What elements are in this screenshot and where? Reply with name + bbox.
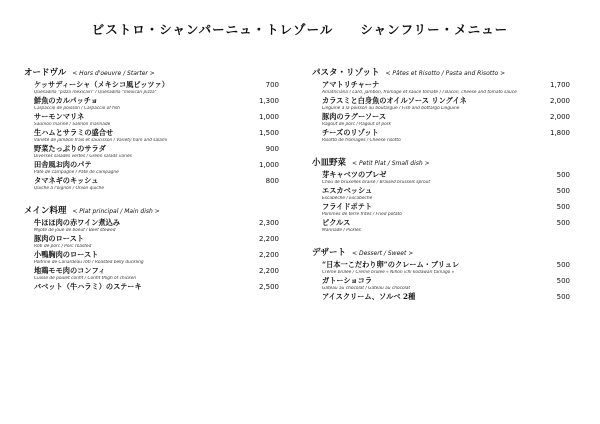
item-price: 1,500 xyxy=(258,129,279,137)
menu-item xyxy=(322,112,570,128)
item-name: アイスクリーム、ソルベ 2種 xyxy=(322,292,416,301)
item-name: 豚肉のロースト xyxy=(34,234,84,243)
item-price: 2,200 xyxy=(258,251,279,259)
item-name: アマトリチャーナ xyxy=(322,80,380,89)
item-price: 2,300 xyxy=(258,219,279,227)
section-title: パスタ・リゾット xyxy=(312,68,380,78)
section-subtitle: < Dessert / Sweet > xyxy=(352,250,414,257)
section-subtitle: < Petit Plat / Small dish > xyxy=(352,160,430,167)
item-price: 1,800 xyxy=(549,129,570,137)
menu-item xyxy=(34,80,279,96)
menu-item xyxy=(34,266,279,282)
item-name: カラスミと白身魚のオイルソース リングイネ xyxy=(322,96,467,105)
menu-item xyxy=(322,186,570,202)
item-description: Gâteau au chocolat / Gateau au chocolat xyxy=(322,286,411,291)
item-price: 1,000 xyxy=(258,161,279,169)
menu-item xyxy=(34,282,279,292)
item-price: 1,000 xyxy=(258,113,279,121)
menu-item xyxy=(322,96,570,112)
item-name: エスカベッシュ xyxy=(322,186,373,195)
left-column xyxy=(24,66,279,292)
item-price: 500 xyxy=(556,261,570,269)
section-subtitle: < Plat principal / Main dish > xyxy=(72,208,160,215)
section-title: オードヴル xyxy=(24,68,67,78)
item-name: 芽キャベツのブレゼ xyxy=(322,170,387,179)
section-heading xyxy=(24,66,279,80)
item-price: 800 xyxy=(265,177,279,185)
item-name: フライドポテト xyxy=(322,202,373,211)
menu-item xyxy=(322,202,570,218)
menu-item xyxy=(322,276,570,292)
menu-item xyxy=(34,218,279,234)
item-description: Chou de bruxelles braisé / Braised brussels sprout xyxy=(322,180,431,185)
menu-item xyxy=(322,218,570,234)
section-title: デザート xyxy=(312,248,347,258)
item-price: 500 xyxy=(556,203,570,211)
item-description: Carpaccio de poisson / Carpaccio of fish xyxy=(34,106,120,111)
section-subtitle: < Hors d'oeuvre / Starter > xyxy=(72,70,155,77)
item-description: Cuisse de poulet confit / Confit thigh of chicken xyxy=(34,276,137,281)
menu-title: ビストロ・シャンパーニュ・トレゾール シャンフリー・メニュー xyxy=(91,22,509,37)
section-starter xyxy=(24,66,279,192)
item-price: 2,200 xyxy=(258,267,279,275)
item-name: チーズのリゾット xyxy=(322,128,379,137)
item-price: 700 xyxy=(265,81,279,89)
item-name: ケッサディーシャ（メキシコ風ピッツァ） xyxy=(34,80,169,89)
item-list xyxy=(312,80,570,144)
item-price: 2,200 xyxy=(258,235,279,243)
item-name: 野菜たっぷりのサラダ xyxy=(34,144,106,153)
menu-item xyxy=(322,170,570,186)
section-pasta xyxy=(312,66,570,144)
item-price: 500 xyxy=(556,277,570,285)
item-name: バベット（牛ハラミ）のステーキ xyxy=(34,282,142,291)
item-name: 牛ほほ肉の赤ワイン煮込み xyxy=(34,218,121,227)
menu-item xyxy=(34,144,279,160)
item-description: Quesadilla "pizza mexicain" / Quesadilla "mexican pizza" xyxy=(34,90,157,95)
item-description: Quiche à l'oignon / Onion quiche xyxy=(34,186,104,191)
section-main xyxy=(24,204,279,292)
section-heading xyxy=(312,246,570,260)
item-price: 2,000 xyxy=(549,113,570,121)
section-heading xyxy=(312,156,570,170)
item-description: Escabèche / Escabèche xyxy=(322,196,373,201)
section-subtitle: < Pâtes et Risotto / Pasta and Risotto > xyxy=(385,70,506,77)
menu-item xyxy=(34,234,279,250)
item-price: 500 xyxy=(556,293,570,301)
item-description: Marinade / Pickles xyxy=(322,228,361,233)
item-name: 小鴨胸肉のロースト xyxy=(34,250,99,259)
section-title: メイン料理 xyxy=(24,206,67,216)
item-list xyxy=(24,218,279,292)
item-name: “日本一こだわり卵”のクレーム・ブリュレ xyxy=(322,260,460,269)
item-description: Diverses salades vertes / Green salads variés xyxy=(34,154,132,159)
menu-item xyxy=(34,96,279,112)
item-list xyxy=(24,80,279,192)
menu-item xyxy=(34,176,279,192)
item-name: サーモンマリネ xyxy=(34,112,85,121)
item-name: タマネギのキッシュ xyxy=(34,176,99,185)
item-description: Pâté de campagne / Pâte de campagne xyxy=(34,170,119,175)
menu-item xyxy=(34,160,279,176)
menu-item xyxy=(34,112,279,128)
item-price: 2,500 xyxy=(258,283,279,291)
item-description: Ragout de porc / Ragout of pork xyxy=(322,122,392,127)
item-price: 1,300 xyxy=(258,97,279,105)
section-heading xyxy=(24,204,279,218)
item-name: ピクルス xyxy=(322,218,351,227)
item-description: Pommes de terre frites / Fried potato xyxy=(322,212,402,217)
item-description: Variété de jambon frais et saucisson / Variety ham and salami xyxy=(34,138,168,143)
item-list xyxy=(312,170,570,234)
menu-item xyxy=(322,292,570,302)
section-title: 小皿野菜 xyxy=(312,158,347,168)
item-price: 500 xyxy=(556,171,570,179)
item-description: Saumon mariné / Salmon marinade xyxy=(34,122,111,127)
item-list xyxy=(312,260,570,302)
item-price: 2,000 xyxy=(549,97,570,105)
item-description: Linguine à la poisson au boutargue / Fish and bottargo Linguine xyxy=(322,106,460,111)
item-price: 500 xyxy=(556,219,570,227)
item-price: 900 xyxy=(265,145,279,153)
item-name: 田舎風お肉のパテ xyxy=(34,160,92,169)
item-name: 地鶏モモ肉のコンフィ xyxy=(34,266,106,275)
menu-item xyxy=(322,260,570,276)
item-description: Amatriciana ( Lard, jambon, fromage et sauce tomate ) / Bacon, cheese and tomato sauce xyxy=(322,90,517,95)
item-description: Mijoté de joue de boeuf / Beef stewed xyxy=(34,228,116,233)
section-dessert xyxy=(312,246,570,302)
item-description: Rôti de porc / Porc roasted xyxy=(34,244,92,249)
right-column xyxy=(312,66,570,302)
menu-item xyxy=(34,250,279,266)
menu-item xyxy=(34,128,279,144)
section-small-dish xyxy=(312,156,570,234)
item-name: 生ハムとサラミの盛合せ xyxy=(34,128,114,137)
item-name: ガトーショコラ xyxy=(322,276,373,285)
section-heading xyxy=(312,66,570,80)
item-description: Poitrine de Canardeau rôti / Roasted belly duckling xyxy=(34,260,144,265)
item-name: 豚肉のラグーソース xyxy=(322,112,387,121)
menu-item xyxy=(322,80,570,96)
item-description: Crème brûlée / Creme brulee « Nihon ichi kodawari tamago » xyxy=(322,270,455,275)
item-description: Risotto de fromages / Cheese risotto xyxy=(322,138,401,143)
menu-item xyxy=(322,128,570,144)
item-name: 鮮魚のカルパッチョ xyxy=(34,96,98,105)
item-price: 500 xyxy=(556,187,570,195)
item-price: 1,700 xyxy=(549,81,570,89)
